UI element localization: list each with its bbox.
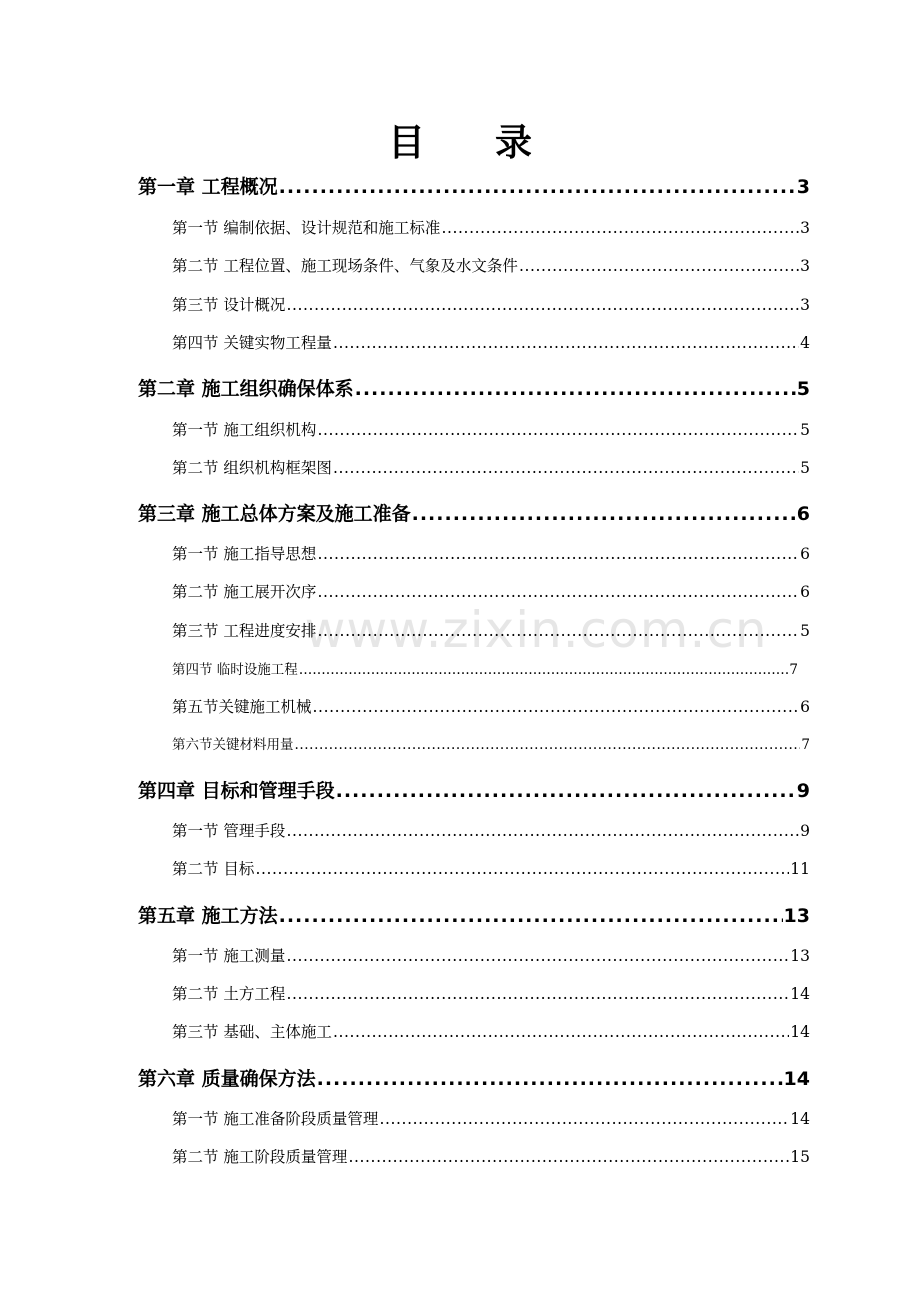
toc-leader-dots [286,296,799,314]
page-title [0,112,920,166]
toc-entry-label: 第四节 关键实物工程量 [172,334,332,352]
toc-page-number: 5 [800,622,810,640]
toc-section-entry[interactable] [172,331,810,353]
toc-section-entry[interactable] [172,293,810,315]
toc-leader-dots [336,780,796,802]
toc-chapter-entry[interactable] [138,499,810,526]
toc-page-number: 11 [790,860,810,878]
toc-leader-dots [299,662,789,678]
toc-page-number: 3 [800,219,810,237]
title-char-1: 目 [388,121,425,164]
toc-section-entry[interactable] [172,542,810,564]
toc-leader-dots [317,421,799,439]
toc-leader-dots [519,257,799,275]
toc-entry-label: 第一节 编制依据、设计规范和施工标准 [172,219,441,237]
toc-section-entry[interactable] [172,819,810,841]
toc-entry-label: 第二节 土方工程 [172,985,286,1003]
toc-leader-dots [286,947,789,965]
toc-page-number: 14 [790,1023,810,1041]
toc-entry-label: 第一节 施工指导思想 [172,545,317,563]
toc-entry-label: 第五章 施工方法 [138,905,278,927]
toc-leader-dots [355,378,796,400]
toc-chapter-entry[interactable] [138,1064,810,1091]
watermark: www.zixin.com.cn [304,601,768,659]
toc-leader-dots [286,985,789,1003]
toc-page-number: 14 [790,985,810,1003]
title-char-2: 录 [495,121,532,164]
toc-entry-label: 第四节 临时设施工程 [172,662,298,678]
toc-chapter-entry[interactable] [138,776,810,803]
toc-page-number: 14 [790,1110,810,1128]
toc-section-entry[interactable] [172,456,810,478]
toc-leader-dots [317,583,799,601]
toc-page-number: 7 [801,737,810,753]
toc-entry-label: 第一章 工程概况 [138,176,278,198]
toc-section-entry[interactable] [172,857,810,879]
toc-entry-label: 第六节关键材料用量 [172,737,294,753]
toc-chapter-entry[interactable] [138,374,810,401]
toc-page-number: 7 [789,662,798,678]
toc-page-number: 15 [790,1148,810,1166]
toc-leader-dots [348,1148,789,1166]
toc-section-entry[interactable] [172,619,810,641]
toc-leader-dots [313,698,800,716]
toc-page-number: 5 [800,421,810,439]
toc-chapter-entry[interactable] [138,901,810,928]
toc-page-number: 6 [800,698,810,716]
toc-page-number: 4 [800,334,810,352]
toc-page-number: 5 [796,378,810,400]
toc-entry-label: 第一节 施工测量 [172,947,286,965]
toc-page-number: 3 [800,257,810,275]
toc-entry-label: 第六章 质量确保方法 [138,1068,316,1090]
toc-page-number: 13 [783,905,810,927]
toc-section-entry[interactable] [172,1107,810,1129]
toc-leader-dots [317,622,799,640]
toc-entry-label: 第五节关键施工机械 [172,698,312,716]
toc-page-number: 14 [783,1068,810,1090]
toc-leader-dots [333,1023,789,1041]
toc-entry-label: 第二节 目标 [172,860,255,878]
toc-section-entry[interactable] [172,580,810,602]
toc-leader-dots [317,1068,783,1090]
toc-section-entry[interactable] [172,658,798,678]
toc-entry-label: 第三节 设计概况 [172,296,286,314]
toc-entry-label: 第三节 基础、主体施工 [172,1023,332,1041]
toc-entry-label: 第四章 目标和管理手段 [138,780,335,802]
toc-leader-dots [286,822,799,840]
toc-entry-label: 第二节 施工展开次序 [172,583,317,601]
toc-section-entry[interactable] [172,254,810,276]
toc-leader-dots [333,459,799,477]
toc-entry-label: 第三章 施工总体方案及施工准备 [138,503,411,525]
toc-page-number: 9 [800,822,810,840]
toc-entry-label: 第一节 施工准备阶段质量管理 [172,1110,379,1128]
toc-page-number: 6 [800,545,810,563]
toc-leader-dots [441,219,799,237]
toc-entry-label: 第三节 工程进度安排 [172,622,317,640]
toc-leader-dots [333,334,799,352]
toc-entry-label: 第二节 组织机构框架图 [172,459,332,477]
toc-section-entry[interactable] [172,944,810,966]
toc-entry-label: 第一节 施工组织机构 [172,421,317,439]
toc-leader-dots [279,905,783,927]
toc-section-entry[interactable] [172,982,810,1004]
toc-page-number: 6 [796,503,810,525]
toc-leader-dots [255,860,789,878]
toc-leader-dots [279,176,796,198]
toc-leader-dots [379,1110,789,1128]
toc-entry-label: 第一节 管理手段 [172,822,286,840]
toc-entry-label: 第二节 施工阶段质量管理 [172,1148,348,1166]
toc-section-entry[interactable] [172,1020,810,1042]
toc-page-number: 6 [800,583,810,601]
toc-section-entry[interactable] [172,418,810,440]
toc-leader-dots [317,545,799,563]
toc-section-entry[interactable] [172,1145,810,1167]
toc-entry-label: 第二章 施工组织确保体系 [138,378,354,400]
toc-section-entry[interactable] [172,695,810,717]
toc-page-number: 3 [800,296,810,314]
toc-section-entry[interactable] [172,216,810,238]
toc-leader-dots [412,503,796,525]
toc-entry-label: 第二节 工程位置、施工现场条件、气象及水文条件 [172,257,518,275]
toc-leader-dots [295,737,801,753]
toc-page-number: 3 [796,176,810,198]
toc-page-number: 13 [790,947,810,965]
toc-section-entry[interactable] [172,733,810,753]
toc-page-number: 9 [796,780,810,802]
toc-page-number: 5 [800,459,810,477]
toc-chapter-entry[interactable] [138,172,810,199]
